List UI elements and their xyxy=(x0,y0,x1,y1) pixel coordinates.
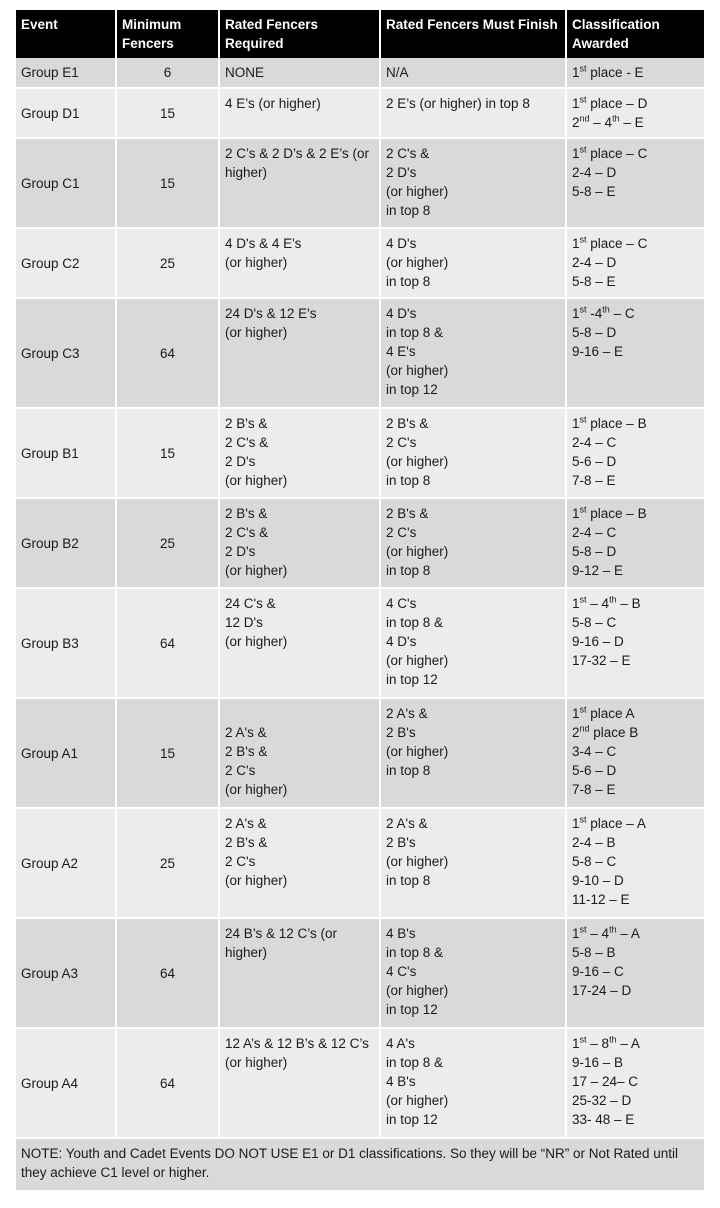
header-row xyxy=(16,10,704,58)
minimum-fencers-cell: 64 xyxy=(116,918,219,1028)
rated-finish-cell: 4 B's in top 8 & 4 C's (or higher) in top 12 xyxy=(380,918,566,1028)
ordinal-suffix: st xyxy=(579,414,587,425)
classification-table xyxy=(16,10,704,1190)
table-row xyxy=(16,408,704,498)
table-row xyxy=(16,58,704,88)
rated-finish-cell: 2 A's & 2 B's (or higher) in top 8 xyxy=(380,808,566,918)
ordinal-suffix: nd xyxy=(579,113,590,124)
rated-required-cell: NONE xyxy=(219,58,380,88)
classification-awarded-cell: 1st -4th – C 5-8 – D 9-16 – E xyxy=(566,298,704,408)
ordinal-suffix: nd xyxy=(579,723,590,734)
ordinal-suffix: th xyxy=(609,924,617,935)
rated-finish-cell: N/A xyxy=(380,58,566,88)
event-cell: Group A2 xyxy=(16,808,116,918)
header-rated-fencers-must-finish: Rated Fencers Must Finish xyxy=(380,10,566,58)
rated-finish-cell: 2 C's & 2 D's (or higher) in top 8 xyxy=(380,138,566,228)
table-body xyxy=(16,58,704,1138)
minimum-fencers-cell: 25 xyxy=(116,228,219,298)
rated-finish-cell: 4 A's in top 8 & 4 B's (or higher) in top 12 xyxy=(380,1028,566,1138)
table-row xyxy=(16,1028,704,1138)
rated-finish-cell: 2 B's & 2 C's (or higher) in top 8 xyxy=(380,498,566,588)
minimum-fencers-cell: 15 xyxy=(116,408,219,498)
header-minimum-fencers: Minimum Fencers xyxy=(116,10,219,58)
rated-required-cell: 4 E’s (or higher) xyxy=(219,88,380,138)
ordinal-suffix: th xyxy=(609,594,617,605)
rated-required-cell: 2 A's & 2 B's & 2 C's (or higher) xyxy=(219,808,380,918)
ordinal-suffix: th xyxy=(602,304,610,315)
classification-awarded-cell: 1st – 4th – B 5-8 – C 9-16 – D 17-32 – E xyxy=(566,588,704,698)
rated-required-cell: 2 C’s & 2 D’s & 2 E’s (or higher) xyxy=(219,138,380,228)
event-cell: Group C1 xyxy=(16,138,116,228)
classification-awarded-cell: 1st place A 2nd place B 3-4 – C 5-6 – D 7-8 – E xyxy=(566,698,704,808)
ordinal-suffix: st xyxy=(579,1034,587,1045)
note-text: NOTE: Youth and Cadet Events DO NOT USE E1 or D1 classifications. So they will be “NR” or Not Rated until they achieve C1 level or higher. xyxy=(16,1138,704,1190)
rated-finish-cell: 4 D's in top 8 & 4 E's (or higher) in top 12 xyxy=(380,298,566,408)
rated-finish-cell: 4 D's (or higher) in top 8 xyxy=(380,228,566,298)
table-row xyxy=(16,498,704,588)
event-cell: Group B2 xyxy=(16,498,116,588)
table-row xyxy=(16,138,704,228)
rated-required-cell: 24 D's & 12 E's (or higher) xyxy=(219,298,380,408)
ordinal-suffix: th xyxy=(612,113,620,124)
event-cell: Group E1 xyxy=(16,58,116,88)
table-row xyxy=(16,918,704,1028)
table-row xyxy=(16,298,704,408)
classification-awarded-cell: 1st – 8th – A 9-16 – B 17 – 24– C 25-32 – D 33- 48 – E xyxy=(566,1028,704,1138)
table-row xyxy=(16,808,704,918)
rated-required-cell: 2 B's & 2 C's & 2 D's (or higher) xyxy=(219,498,380,588)
event-cell: Group A1 xyxy=(16,698,116,808)
event-cell: Group D1 xyxy=(16,88,116,138)
ordinal-suffix: st xyxy=(579,63,587,74)
rated-finish-cell: 2 E’s (or higher) in top 8 xyxy=(380,88,566,138)
minimum-fencers-cell: 15 xyxy=(116,138,219,228)
ordinal-suffix: st xyxy=(579,814,587,825)
classification-awarded-cell: 1st place – A 2-4 – B 5-8 – C 9-10 – D 11-12 – E xyxy=(566,808,704,918)
minimum-fencers-cell: 64 xyxy=(116,588,219,698)
event-cell: Group B1 xyxy=(16,408,116,498)
minimum-fencers-cell: 6 xyxy=(116,58,219,88)
minimum-fencers-cell: 64 xyxy=(116,1028,219,1138)
ordinal-suffix: st xyxy=(579,504,587,515)
rated-required-cell: 4 D's & 4 E's (or higher) xyxy=(219,228,380,298)
table-header xyxy=(16,10,704,58)
classification-awarded-cell: 1st place – B 2-4 – C 5-8 – D 9-12 – E xyxy=(566,498,704,588)
header-rated-fencers-required: Rated Fencers Required xyxy=(219,10,380,58)
classification-awarded-cell: 1st place – D 2nd – 4th – E xyxy=(566,88,704,138)
classification-awarded-cell: 1st place – C 2-4 – D 5-8 – E xyxy=(566,228,704,298)
ordinal-suffix: st xyxy=(579,704,587,715)
event-cell: Group C2 xyxy=(16,228,116,298)
ordinal-suffix: st xyxy=(579,234,587,245)
header-event: Event xyxy=(16,10,116,58)
rated-finish-cell: 2 A's & 2 B's (or higher) in top 8 xyxy=(380,698,566,808)
minimum-fencers-cell: 64 xyxy=(116,298,219,408)
rated-required-cell: 24 B’s & 12 C’s (or higher) xyxy=(219,918,380,1028)
note-row xyxy=(16,1138,704,1190)
ordinal-suffix: th xyxy=(609,1034,617,1045)
rated-required-cell: 2 A's & 2 B's & 2 C's (or higher) xyxy=(219,698,380,808)
header-classification-awarded: Classification Awarded xyxy=(566,10,704,58)
ordinal-suffix: st xyxy=(579,594,587,605)
rated-required-cell: 12 A’s & 12 B’s & 12 C’s (or higher) xyxy=(219,1028,380,1138)
minimum-fencers-cell: 15 xyxy=(116,698,219,808)
event-cell: Group B3 xyxy=(16,588,116,698)
classification-awarded-cell: 1st – 4th – A 5-8 – B 9-16 – C 17-24 – D xyxy=(566,918,704,1028)
table-row xyxy=(16,88,704,138)
table-row xyxy=(16,228,704,298)
rated-finish-cell: 2 B's & 2 C's (or higher) in top 8 xyxy=(380,408,566,498)
ordinal-suffix: st xyxy=(579,304,587,315)
ordinal-suffix: st xyxy=(579,924,587,935)
ordinal-suffix: st xyxy=(579,144,587,155)
rated-finish-cell: 4 C's in top 8 & 4 D's (or higher) in top 12 xyxy=(380,588,566,698)
event-cell: Group C3 xyxy=(16,298,116,408)
ordinal-suffix: st xyxy=(579,94,587,105)
table-row xyxy=(16,588,704,698)
event-cell: Group A3 xyxy=(16,918,116,1028)
rated-required-cell: 24 C's & 12 D's (or higher) xyxy=(219,588,380,698)
classification-awarded-cell: 1st place – B 2-4 – C 5-6 – D 7-8 – E xyxy=(566,408,704,498)
table-row xyxy=(16,698,704,808)
minimum-fencers-cell: 25 xyxy=(116,498,219,588)
event-cell: Group A4 xyxy=(16,1028,116,1138)
classification-awarded-cell: 1st place - E xyxy=(566,58,704,88)
rated-required-cell: 2 B's & 2 C's & 2 D's (or higher) xyxy=(219,408,380,498)
minimum-fencers-cell: 25 xyxy=(116,808,219,918)
minimum-fencers-cell: 15 xyxy=(116,88,219,138)
classification-awarded-cell: 1st place – C 2-4 – D 5-8 – E xyxy=(566,138,704,228)
